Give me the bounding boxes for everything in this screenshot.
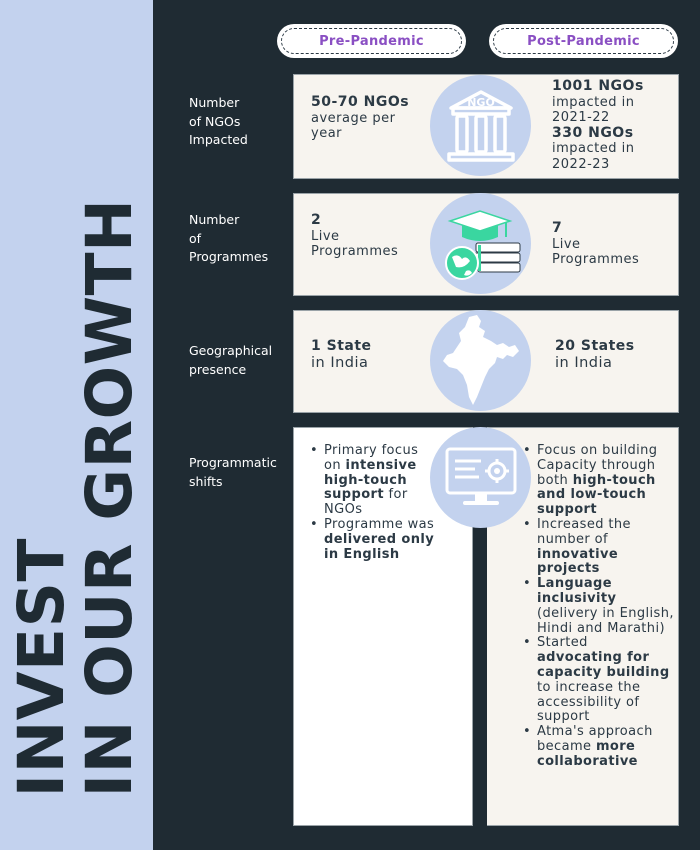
text: Increased the number of: [537, 516, 631, 547]
pre-pandemic-label: Pre-Pandemic: [319, 33, 424, 49]
text-bold: more collaborative: [537, 738, 638, 769]
row-label-line: Number: [189, 212, 240, 227]
text: Focus on building Capacity through both: [537, 443, 658, 488]
programmes-pre-value: [311, 213, 426, 260]
india-map-icon: [430, 310, 531, 411]
geography-post-count: 20 States: [555, 338, 635, 354]
connector: [473, 178, 487, 194]
geography-post-value: [555, 338, 670, 372]
ngo-icon-text: NGO: [466, 95, 495, 109]
ngos-post-count-1: 1001 NGOs: [552, 78, 644, 94]
text-bold: Language inclusivity: [537, 576, 617, 606]
ngos-post-count-2: 330 NGOs: [552, 124, 634, 141]
list-item: [523, 725, 675, 769]
text-bold: advocating for capacity building: [537, 650, 670, 680]
row-label-geography: [189, 342, 289, 379]
shifts-pre-list-wrap: [310, 444, 438, 562]
row-label-line: Impacted: [189, 132, 248, 147]
monitor-gear-icon: [430, 427, 531, 528]
shifts-post-list: [523, 444, 675, 770]
text: Atma's approach became: [537, 724, 653, 754]
graduation-globe-books-icon: [430, 193, 531, 294]
list-item: [523, 577, 675, 636]
text-bold: delivered only in English: [324, 531, 435, 562]
row-label-line: presence: [189, 361, 247, 377]
list-item: [310, 444, 438, 518]
shifts-pre-list: [310, 444, 438, 562]
text: Started: [537, 635, 588, 651]
ngos-post-note-2: impacted in 2022-23: [552, 141, 635, 172]
connector: [473, 295, 487, 311]
ngos-post-value: [552, 79, 672, 172]
text-bold: intensive high-touch support: [324, 457, 417, 503]
text-bold: high-touch and low-touch support: [537, 472, 656, 518]
geography-pre-value: [311, 338, 426, 372]
programmes-post-value: [552, 221, 667, 268]
text: for NGOs: [324, 487, 408, 518]
programmes-post-note: Live Programmes: [552, 236, 640, 267]
pre-pandemic-header: [277, 24, 466, 58]
title-line-1: INVEST: [5, 538, 78, 798]
list-item: [523, 444, 675, 518]
ngo-building-icon: [430, 75, 531, 176]
row-label-line: of: [189, 230, 202, 246]
row-label-line: Number: [189, 95, 240, 110]
list-item: [523, 518, 675, 577]
post-pandemic-header: [489, 24, 678, 58]
row-label-programmes: [189, 211, 289, 267]
list-item: [523, 636, 675, 725]
ngos-post-note-1: impacted in 2021-22: [552, 94, 635, 125]
post-pandemic-label: Post-Pandemic: [527, 33, 640, 49]
shifts-post-list-wrap: [523, 444, 675, 770]
list-item: [310, 518, 438, 562]
row-label-line: of NGOs: [189, 113, 241, 129]
ngos-pre-note: average per year: [311, 110, 396, 141]
row-label-shifts: [189, 454, 289, 491]
text: Primary focus on: [324, 443, 419, 473]
text-bold: innovative projects: [537, 546, 619, 577]
title-line-2: IN OUR GROWTH: [73, 198, 146, 798]
ngos-pre-value: [311, 95, 426, 142]
text: to increase the accessibility of support: [537, 679, 641, 725]
text: (delivery in English, Hindi and Marathi): [537, 605, 674, 636]
geography-pre-note: in India: [311, 355, 369, 371]
row-label-line: Programmatic: [189, 455, 277, 470]
programmes-pre-note: Live Programmes: [311, 228, 399, 259]
geography-post-note: in India: [555, 355, 613, 371]
connector: [473, 412, 487, 428]
vertical-title: [5, 198, 146, 798]
row-label-line: shifts: [189, 473, 223, 489]
text: Programme was: [324, 516, 435, 532]
row-label-line: Programmes: [189, 249, 269, 264]
ngos-pre-count: 50-70 NGOs: [311, 94, 410, 110]
programmes-pre-count: 2: [311, 212, 322, 228]
row-label-ngos: [189, 94, 289, 150]
geography-pre-count: 1 State: [311, 338, 372, 354]
row-label-line: Geographical: [189, 343, 273, 358]
programmes-post-count: 7: [552, 220, 563, 236]
